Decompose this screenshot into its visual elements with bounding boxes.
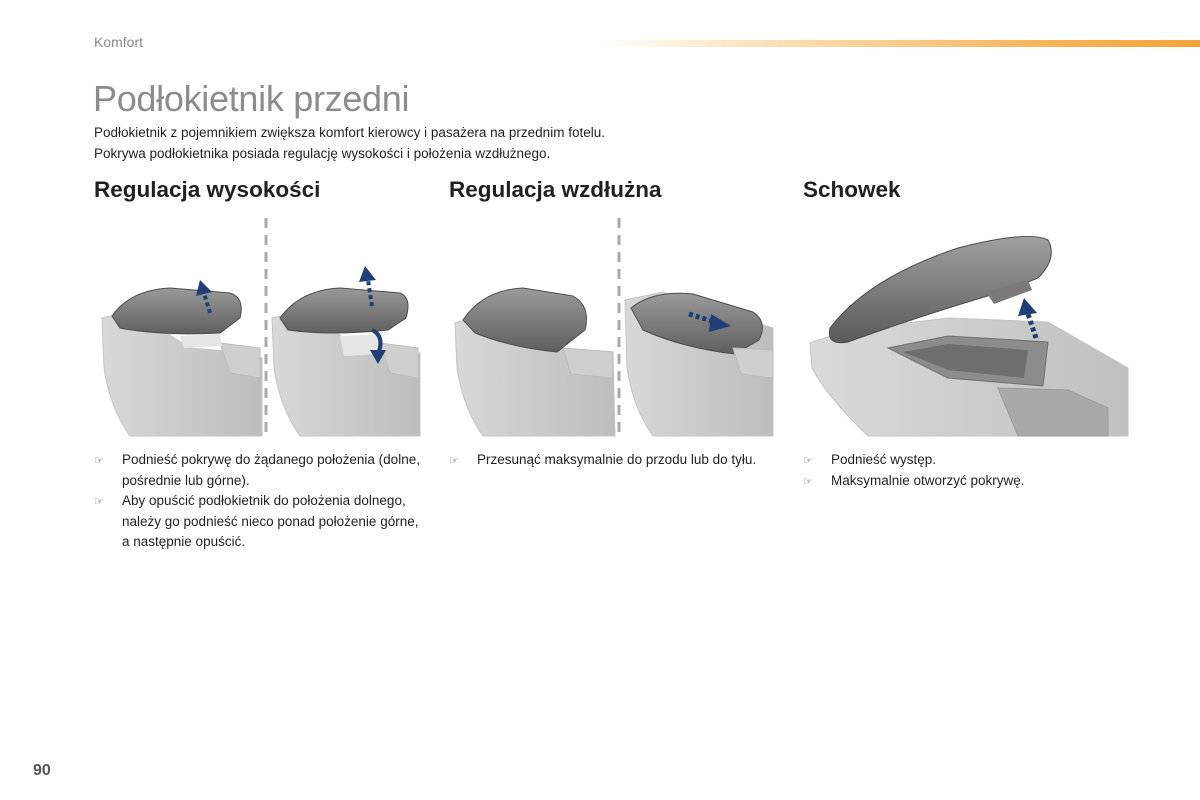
list-item: ☞ Podnieść pokrywę do żądanego położenia (dolne, pośrednie lub górne).	[94, 452, 420, 488]
pointing-hand-icon: ☞	[94, 455, 104, 467]
pointing-hand-icon: ☞	[803, 475, 813, 488]
height-adjustment-illustration	[100, 218, 422, 438]
accent-bar	[600, 40, 1200, 47]
instructions-storage	[803, 450, 1133, 491]
intro-line: Pokrywa podłokietnika posiada regulację wysokości i położenia wzdłużnego.	[94, 146, 551, 161]
longitudinal-adjustment-illustration	[453, 218, 775, 438]
storage-illustration	[808, 218, 1130, 438]
page-title: Podłokietnik przedni	[93, 78, 410, 119]
console-panel	[272, 288, 420, 436]
section-label: Komfort	[94, 34, 144, 50]
list-item: ☞ Podnieść występ.	[803, 450, 1133, 471]
heading-storage: Schowek	[803, 177, 901, 202]
console-panel	[102, 288, 262, 436]
instructions-height	[94, 450, 424, 553]
console-panel	[455, 288, 615, 436]
heading-longitudinal-adjustment: Regulacja wzdłużna	[449, 177, 662, 202]
console-panel	[625, 292, 773, 436]
pointing-hand-icon: ☞	[94, 496, 104, 508]
list-item: ☞ Aby opuścić podłokietnik do położenia dolnego, należy go podnieść nieco ponad położenie górne, a następnie opuścić.	[94, 493, 419, 549]
list-item: ☞ Maksymalnie otworzyć pokrywę.	[803, 471, 1133, 492]
list-item: ☞ Przesunąć maksymalnie do przodu lub do tyłu.	[449, 450, 779, 471]
pointing-hand-icon: ☞	[449, 455, 459, 467]
page-number: 90	[33, 762, 51, 779]
heading-height-adjustment: Regulacja wysokości	[94, 177, 321, 202]
intro-text	[94, 122, 794, 164]
pointing-hand-icon: ☞	[803, 455, 813, 467]
instructions-longitudinal	[449, 450, 779, 471]
intro-line: Podłokietnik z pojemnikiem zwiększa komfort kierowcy i pasażera na przednim fotelu.	[94, 125, 605, 140]
